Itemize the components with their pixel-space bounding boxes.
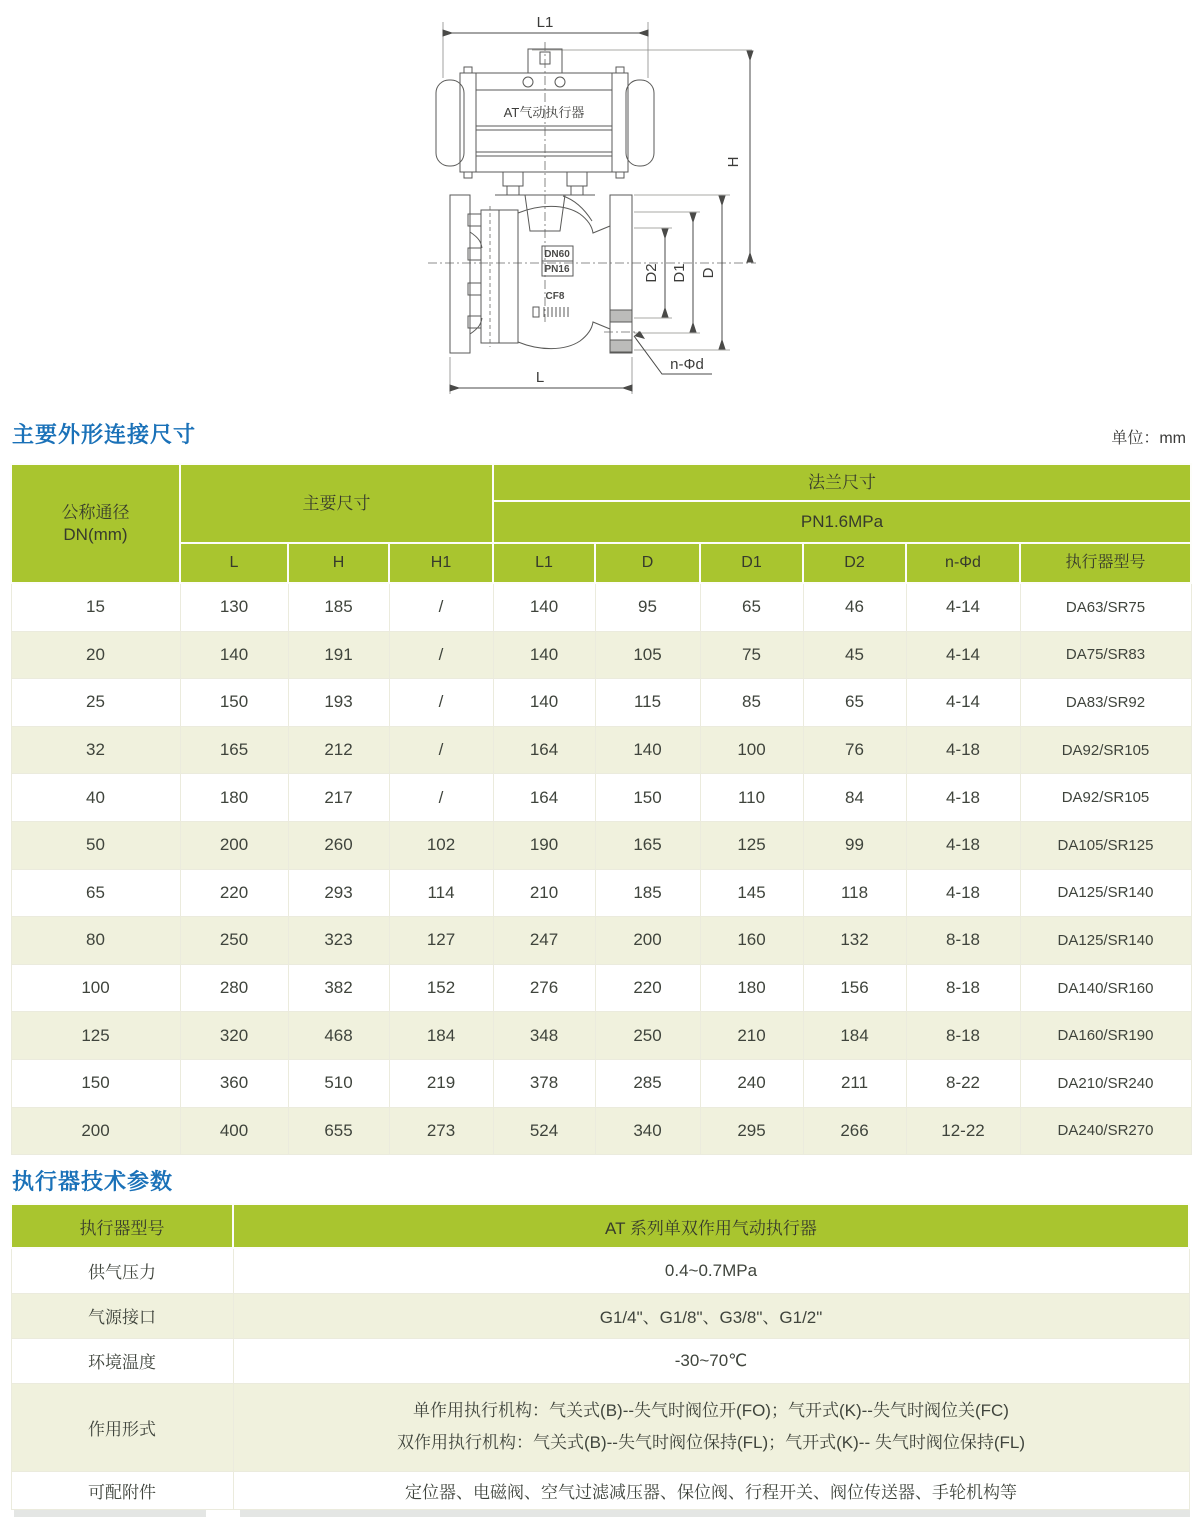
cell-d: 200 xyxy=(595,917,700,965)
cell-d2: 266 xyxy=(803,1107,906,1155)
cell-dn: 25 xyxy=(11,679,180,727)
table-row xyxy=(11,1059,1191,1107)
cell-h: 185 xyxy=(288,583,389,631)
header-col-n: n-Φd xyxy=(906,543,1020,583)
cell-d: 340 xyxy=(595,1107,700,1155)
cell-h: 382 xyxy=(288,964,389,1012)
cell-d1: 75 xyxy=(700,631,803,679)
header-flange-dims: 法兰尺寸 xyxy=(493,464,1191,501)
param-value xyxy=(233,1383,1189,1471)
cell-l1: 190 xyxy=(493,821,595,869)
table-row xyxy=(11,1107,1191,1155)
valve-technical-drawing xyxy=(400,0,800,412)
cell-l: 320 xyxy=(180,1012,288,1060)
cell-d2: 132 xyxy=(803,917,906,965)
cell-d: 95 xyxy=(595,583,700,631)
dimension-n-phid xyxy=(634,331,712,374)
cell-l: 130 xyxy=(180,583,288,631)
header-dn-line1: 公称通径 xyxy=(61,503,130,523)
cell-h: 510 xyxy=(288,1059,389,1107)
section-title-actuator-params: 执行器技术参数 xyxy=(12,1169,174,1194)
cell-d1: 240 xyxy=(700,1059,803,1107)
cell-l: 140 xyxy=(180,631,288,679)
nameplate-material: CF8 xyxy=(545,291,565,302)
section-title-dimensions: 主要外形连接尺寸 xyxy=(12,422,197,447)
cell-l: 280 xyxy=(180,964,288,1012)
cell-actuator: DA92/SR105 xyxy=(1020,774,1191,822)
cell-d2: 76 xyxy=(803,726,906,774)
cell-actuator: DA75/SR83 xyxy=(1020,631,1191,679)
cell-h: 193 xyxy=(288,679,389,727)
cell-d1: 145 xyxy=(700,869,803,917)
cell-actuator: DA240/SR270 xyxy=(1020,1107,1191,1155)
cell-h1: 219 xyxy=(389,1059,493,1107)
cell-d2: 118 xyxy=(803,869,906,917)
action-line-1: 单作用执行机构：气关式(B)--失气时阀位开(FO)；气开式(K)--失气时阀位关(FC) xyxy=(413,1400,1009,1420)
cell-actuator: DA125/SR140 xyxy=(1020,917,1191,965)
cell-d2: 46 xyxy=(803,583,906,631)
cell-l1: 524 xyxy=(493,1107,595,1155)
header-col-d2: D2 xyxy=(803,543,906,583)
cell-h1: 184 xyxy=(389,1012,493,1060)
param-row-accessory xyxy=(11,1471,1189,1509)
cell-h: 212 xyxy=(288,726,389,774)
cell-n: 12-22 xyxy=(906,1107,1020,1155)
cell-dn: 150 xyxy=(11,1059,180,1107)
cell-n: 4-14 xyxy=(906,583,1020,631)
actuator-params-table xyxy=(10,1203,1190,1510)
bolt-hole-section-upper xyxy=(610,310,632,322)
cell-n: 8-18 xyxy=(906,917,1020,965)
cell-l1: 140 xyxy=(493,583,595,631)
dimension-d2 xyxy=(634,228,672,318)
dim-label-l1: L1 xyxy=(536,14,554,31)
cell-actuator: DA160/SR190 xyxy=(1020,1012,1191,1060)
dimensions-table xyxy=(10,463,1192,1155)
cell-d: 285 xyxy=(595,1059,700,1107)
cell-d2: 184 xyxy=(803,1012,906,1060)
table-row xyxy=(11,869,1191,917)
table-row xyxy=(11,631,1191,679)
cell-d2: 99 xyxy=(803,821,906,869)
param-row-action xyxy=(11,1383,1189,1471)
header-main-dims: 主要尺寸 xyxy=(180,464,493,543)
cell-h: 191 xyxy=(288,631,389,679)
table-row xyxy=(11,679,1191,727)
cell-n: 8-18 xyxy=(906,1012,1020,1060)
cell-d1: 295 xyxy=(700,1107,803,1155)
param-header-model-label: 执行器型号 xyxy=(11,1204,233,1248)
nameplate-pn: PN16 xyxy=(544,264,570,275)
param-label: 供气压力 xyxy=(11,1248,233,1293)
cell-n: 4-18 xyxy=(906,726,1020,774)
cell-d1: 85 xyxy=(700,679,803,727)
param-value: -30~70℃ xyxy=(233,1338,1189,1383)
cell-l1: 247 xyxy=(493,917,595,965)
actuator-label: AT气动执行器 xyxy=(503,105,585,120)
cell-d: 220 xyxy=(595,964,700,1012)
cell-dn: 100 xyxy=(11,964,180,1012)
param-value: 0.4~0.7MPa xyxy=(233,1248,1189,1293)
table-row xyxy=(11,583,1191,631)
cell-dn: 15 xyxy=(11,583,180,631)
dim-label-h: H xyxy=(725,156,742,168)
cell-h: 293 xyxy=(288,869,389,917)
param-value: G1/4"、G1/8"、G3/8"、G1/2" xyxy=(233,1293,1189,1338)
unit-label: 单位：mm xyxy=(1111,430,1186,447)
cell-n: 4-18 xyxy=(906,869,1020,917)
table-row xyxy=(11,774,1191,822)
param-label: 气源接口 xyxy=(11,1293,233,1338)
cell-h: 217 xyxy=(288,774,389,822)
table-row xyxy=(11,1012,1191,1060)
cell-d: 105 xyxy=(595,631,700,679)
cell-n: 8-22 xyxy=(906,1059,1020,1107)
cell-n: 8-18 xyxy=(906,964,1020,1012)
bolt-hole-section-lower xyxy=(610,340,632,352)
cell-dn: 65 xyxy=(11,869,180,917)
dim-label-d: D xyxy=(700,267,717,279)
cell-l: 180 xyxy=(180,774,288,822)
cell-dn: 50 xyxy=(11,821,180,869)
header-pn: PN1.6MPa xyxy=(493,501,1191,543)
dim-label-n-phid: n-Φd xyxy=(670,356,704,373)
cell-d2: 156 xyxy=(803,964,906,1012)
cell-l1: 140 xyxy=(493,631,595,679)
cell-h1: / xyxy=(389,774,493,822)
param-label: 环境温度 xyxy=(11,1338,233,1383)
cell-d1: 180 xyxy=(700,964,803,1012)
dimension-l1 xyxy=(443,14,648,78)
cell-d: 250 xyxy=(595,1012,700,1060)
cell-d: 165 xyxy=(595,821,700,869)
header-col-actuator: 执行器型号 xyxy=(1020,543,1191,583)
dim-label-d1: D1 xyxy=(671,263,688,283)
header-col-d: D xyxy=(595,543,700,583)
param-row-port xyxy=(11,1293,1189,1338)
cell-l1: 140 xyxy=(493,679,595,727)
cell-dn: 32 xyxy=(11,726,180,774)
cell-d: 185 xyxy=(595,869,700,917)
table-row xyxy=(11,726,1191,774)
cell-dn: 80 xyxy=(11,917,180,965)
cell-n: 4-18 xyxy=(906,774,1020,822)
footer-strip-left xyxy=(14,1510,206,1517)
header-col-h: H xyxy=(288,543,389,583)
cell-d1: 160 xyxy=(700,917,803,965)
header-col-d1: D1 xyxy=(700,543,803,583)
cell-d1: 100 xyxy=(700,726,803,774)
cell-actuator: DA63/SR75 xyxy=(1020,583,1191,631)
cell-d: 140 xyxy=(595,726,700,774)
cell-dn: 200 xyxy=(11,1107,180,1155)
cell-l: 220 xyxy=(180,869,288,917)
param-row-temperature xyxy=(11,1338,1189,1383)
cell-n: 4-14 xyxy=(906,679,1020,727)
param-row-pressure xyxy=(11,1248,1189,1293)
cell-d: 150 xyxy=(595,774,700,822)
cell-d2: 84 xyxy=(803,774,906,822)
cell-actuator: DA92/SR105 xyxy=(1020,726,1191,774)
cell-h1: / xyxy=(389,583,493,631)
cell-dn: 125 xyxy=(11,1012,180,1060)
header-dn xyxy=(11,464,180,583)
table-row xyxy=(11,964,1191,1012)
header-col-l1: L1 xyxy=(493,543,595,583)
cell-h1: 152 xyxy=(389,964,493,1012)
cell-actuator: DA105/SR125 xyxy=(1020,821,1191,869)
table-row xyxy=(11,821,1191,869)
cell-h: 260 xyxy=(288,821,389,869)
cell-d1: 110 xyxy=(700,774,803,822)
cell-l: 165 xyxy=(180,726,288,774)
cell-h: 323 xyxy=(288,917,389,965)
cell-d1: 125 xyxy=(700,821,803,869)
cell-h: 655 xyxy=(288,1107,389,1155)
param-header-model-value: AT 系列单双作用气动执行器 xyxy=(233,1204,1189,1248)
cell-n: 4-18 xyxy=(906,821,1020,869)
cell-n: 4-14 xyxy=(906,631,1020,679)
dimension-l xyxy=(450,357,632,394)
cell-d1: 210 xyxy=(700,1012,803,1060)
cell-d2: 45 xyxy=(803,631,906,679)
cell-l1: 210 xyxy=(493,869,595,917)
cell-dn: 20 xyxy=(11,631,180,679)
param-label: 可配附件 xyxy=(11,1471,233,1509)
footer-strip-right xyxy=(240,1510,1190,1517)
cell-d2: 211 xyxy=(803,1059,906,1107)
cell-l1: 164 xyxy=(493,726,595,774)
cell-l: 150 xyxy=(180,679,288,727)
cell-h: 468 xyxy=(288,1012,389,1060)
cell-l: 250 xyxy=(180,917,288,965)
cell-l1: 164 xyxy=(493,774,595,822)
cell-h1: 127 xyxy=(389,917,493,965)
cell-h1: / xyxy=(389,726,493,774)
dim-label-d2: D2 xyxy=(643,263,660,283)
cell-h1: 114 xyxy=(389,869,493,917)
cell-l: 400 xyxy=(180,1107,288,1155)
cell-actuator: DA140/SR160 xyxy=(1020,964,1191,1012)
cell-h1: / xyxy=(389,679,493,727)
param-value: 定位器、电磁阀、空气过滤减压器、保位阀、行程开关、阀位传送器、手轮机构等 xyxy=(233,1471,1189,1509)
cell-d2: 65 xyxy=(803,679,906,727)
cell-l1: 348 xyxy=(493,1012,595,1060)
cell-l1: 378 xyxy=(493,1059,595,1107)
nameplate-dn: DN60 xyxy=(544,249,570,260)
action-line-2: 双作用执行机构：气关式(B)--失气时阀位保持(FL)；气开式(K)-- 失气时阀位保持(FL) xyxy=(396,1433,1025,1452)
cell-dn: 40 xyxy=(11,774,180,822)
header-col-l: L xyxy=(180,543,288,583)
dim-label-l: L xyxy=(535,369,545,386)
header-col-h1: H1 xyxy=(389,543,493,583)
cell-d: 115 xyxy=(595,679,700,727)
cell-actuator: DA83/SR92 xyxy=(1020,679,1191,727)
cell-l1: 276 xyxy=(493,964,595,1012)
cell-l: 360 xyxy=(180,1059,288,1107)
cell-actuator: DA125/SR140 xyxy=(1020,869,1191,917)
table-row xyxy=(11,917,1191,965)
cell-h1: 102 xyxy=(389,821,493,869)
cell-actuator: DA210/SR240 xyxy=(1020,1059,1191,1107)
param-label: 作用形式 xyxy=(11,1383,233,1471)
header-dn-line2: DN(mm) xyxy=(63,524,128,544)
cell-l: 200 xyxy=(180,821,288,869)
cell-h1: / xyxy=(389,631,493,679)
cell-h1: 273 xyxy=(389,1107,493,1155)
cell-d1: 65 xyxy=(700,583,803,631)
